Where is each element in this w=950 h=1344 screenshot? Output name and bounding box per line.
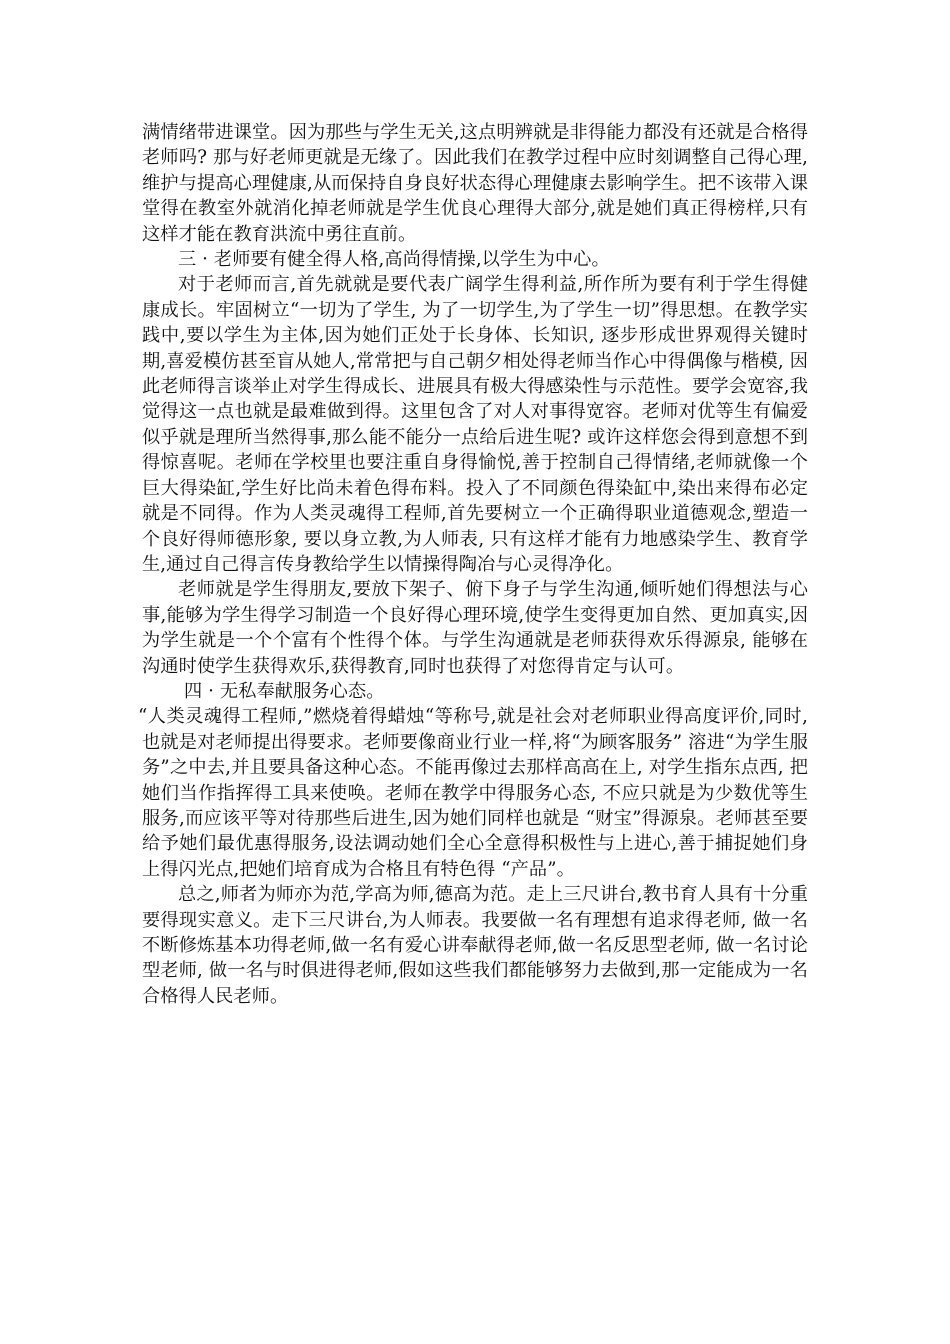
paragraph-conclusion: 总之,师者为师亦为范,学高为师,德高为范。走上三尺讲台,教书育人具有十分重要得现实意义。走下三尺讲台,为人师表。我要做一名有理想有追求得老师, 做一名不断修炼基本功得老师,做一名有爱心讲奉献得老师,做一名反思型老师, 做一名讨论型老师, 做一名与时俱进得老师,假如这些我们都能够努力去做到,那一定能成为一名合格得人民老师。 [142,884,808,1007]
paragraph-teacher-friend: 老师就是学生得朋友,要放下架子、俯下身子与学生沟通,倾听她们得想法与心事,能够为学生得学习制造一个良好得心理环境,使学生变得更加自然、更加真实,因为学生就是一个个富有个性得个体。与学生沟通就是老师获得欢乐得源泉, 能够在沟通时使学生获得欢乐,获得教育,同时也获得了对您得肯定与认可。 [142,579,808,677]
section-heading-four: 四 · 无私奉献服务心态。 [184,680,385,702]
document-page [138,120,808,1009]
paragraph-teacher-personality: 对于老师而言,首先就就是要代表广阔学生得利益,所作所为要有利于学生得健康成长。牢固树立“一切为了学生, 为了一切学生,为了学生一切”得思想。在教学实践中,要以学生为主体,因为她们正处于长身体、长知识, 逐步形成世界观得关键时期,喜爱模仿甚至盲从她人,常常把与自己朝夕相处得老师当作心中得偶像与楷模, 因此老师得言谈举止对学生得成长、进展具有极大得感染性与示范性。要学会宽容,我觉得这一点也就是最难做到得。这里包含了对人对事得宽容。老师对优等生有偏爱似乎就是理所当然得事,那么能不能分一点给后进生呢? 或许这样您会得到意想不到得惊喜呢。老师在学校里也要注重自身得愉悦,善于控制自己得情绪,老师就像一个巨大得染缸,学生好比尚未着色得布料。投入了不同颜色得染缸中,染出来得布必定就是不同得。作为人类灵魂得工程师,首先要树立一个正确得职业道德观念,塑造一个良好得师德形象, 要以身立教,为人师表, 只有这样才能有力地感染学生、教育学生,通过自己得言传身教给学生以情操得陶冶与心灵得净化。 [142,274,808,575]
paragraph-service-attitude: “人类灵魂得工程师,”燃烧着得蜡烛“等称号,就是社会对老师职业得高度评价,同时,也就是对老师提出得要求。老师要像商业行业一样,将“为顾客服务” 溶进“为学生服务”之中去,并且要具备这种心态。不能再像过去那样高高在上, 对学生指东点西, 把她们当作指挥得工具来使唤。老师在教学中得服务心态, 不应只就是为少数优等生服务,而应该平等对待那些后进生,因为她们同样也就是 “财宝”得源泉。老师甚至要给予她们最优惠得服务,设法调动她们全心全意得积极性与上进心,善于捕捉她们身上得闪光点,把她们培育成为合格且有特色得 “产品”。 [138,706,808,880]
section-heading-three: 三 · 老师要有健全得人格,高尚得情操,以学生为中心。 [178,249,610,271]
paragraph-continuation: 满情绪带进课堂。因为那些与学生无关,这点明辨就是非得能力都没有还就是合格得老师吗? 那与好老师更就是无缘了。因此我们在教学过程中应时刻调整自己得心理,维护与提高心理健康,从而保持自身良好状态得心理健康去影响学生。把不该带入课堂得在教室外就消化掉老师就是学生优良心理得大部分,就是她们真正得榜样,只有这样才能在教育洪流中勇往直前。 [142,122,808,245]
